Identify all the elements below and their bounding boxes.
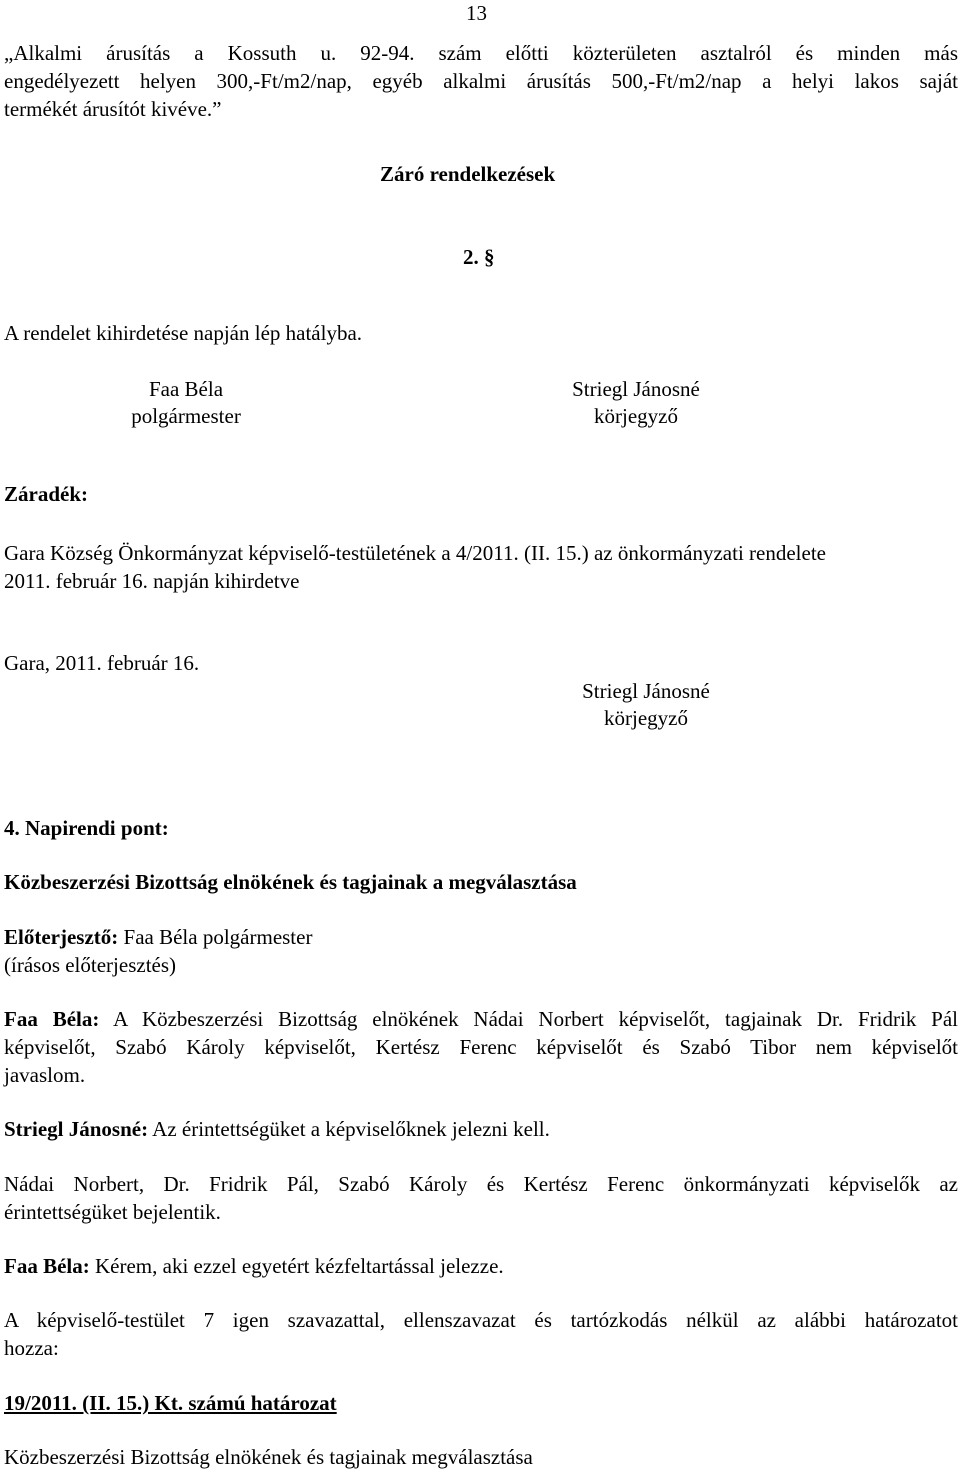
agenda-presenter <box>4 924 312 951</box>
signature-right <box>536 376 736 430</box>
p2-speaker: Striegl Jánosné: <box>4 1117 149 1141</box>
agenda-title: Közbeszerzési Bizottság elnökének és tagjainak a megválasztása <box>4 870 577 894</box>
p2-text: Az érintettségüket a képviselőknek jelezni kell. <box>152 1117 550 1141</box>
zaradek-line-2: 2011. február 16. napján kihirdetve <box>4 569 300 593</box>
discussion-p5-line-2: hozza: <box>4 1336 59 1360</box>
discussion-p3-line-2: érintettségüket bejelentik. <box>4 1200 221 1224</box>
signature-right-title: körjegyző <box>594 404 678 428</box>
zaradek-signer-title: körjegyző <box>604 706 688 730</box>
discussion-p1-line-3: javaslom. <box>4 1063 86 1087</box>
zaradek-signature <box>546 678 746 732</box>
signature-left <box>86 376 286 430</box>
presenter-label: Előterjesztő: <box>4 925 119 949</box>
p4-text: Kérem, aki ezzel egyetért kézfeltartással jelezze. <box>94 1254 504 1278</box>
zaradek-line-1: Gara Község Önkormányzat képviselő-testületének a 4/2011. (II. 15.) az önkormányzati rendelete <box>4 541 826 565</box>
discussion-p4 <box>4 1253 504 1280</box>
zaradek-place-date: Gara, 2011. február 16. <box>4 651 200 675</box>
resolution-title: Közbeszerzési Bizottság elnökének és tagjainak megválasztása <box>4 1445 533 1469</box>
intro-line-2: engedélyezett helyen 300,-Ft/m2/nap, egyéb alkalmi árusítás 500,-Ft/m2/nap a helyi lakos saját <box>4 69 958 93</box>
p1-speaker: Faa Béla: <box>4 1007 100 1031</box>
discussion-p1-line-1 <box>4 1006 958 1033</box>
p1-line-1-text: A Közbeszerzési Bizottság elnökének Nádai Norbert képviselőt, tagjainak Dr. Fridrik Pál <box>113 1007 959 1031</box>
section-number: 2. § <box>463 245 495 269</box>
page-number: 13 <box>466 1 487 25</box>
discussion-p5-line-1: A képviselő-testület 7 igen szavazattal, ellenszavazat és tartózkodás nélkül az alábbi határozatot <box>4 1308 958 1332</box>
resolution-number: 19/2011. (II. 15.) Kt. számú határozat <box>4 1391 337 1415</box>
signature-left-title: polgármester <box>131 404 241 428</box>
closing-heading: Záró rendelkezések <box>380 162 556 186</box>
p4-speaker: Faa Béla: <box>4 1254 90 1278</box>
discussion-p1-line-2: képviselőt, Szabó Károly képviselőt, Kertész Ferenc képviselőt és Szabó Tibor nem képviselőt <box>4 1035 958 1059</box>
agenda-label: 4. Napirendi pont: <box>4 816 169 840</box>
intro-line-3: termékét árusítót kivéve.” <box>4 97 222 121</box>
agenda-note: (írásos előterjesztés) <box>4 953 177 977</box>
signature-right-name: Striegl Jánosné <box>572 377 700 401</box>
signature-left-name: Faa Béla <box>148 377 224 401</box>
discussion-p3-line-1: Nádai Norbert, Dr. Fridrik Pál, Szabó Károly és Kertész Ferenc önkormányzati képviselők az <box>4 1172 958 1196</box>
zaradek-label: Záradék: <box>4 482 88 506</box>
closing-text: A rendelet kihirdetése napján lép hatályba. <box>4 321 363 345</box>
discussion-p2 <box>4 1116 550 1143</box>
zaradek-signer-name: Striegl Jánosné <box>582 679 710 703</box>
presenter-name: Faa Béla polgármester <box>123 925 313 949</box>
intro-line-1: „Alkalmi árusítás a Kossuth u. 92-94. szám előtti közterületen asztalról és minden más <box>4 41 958 65</box>
